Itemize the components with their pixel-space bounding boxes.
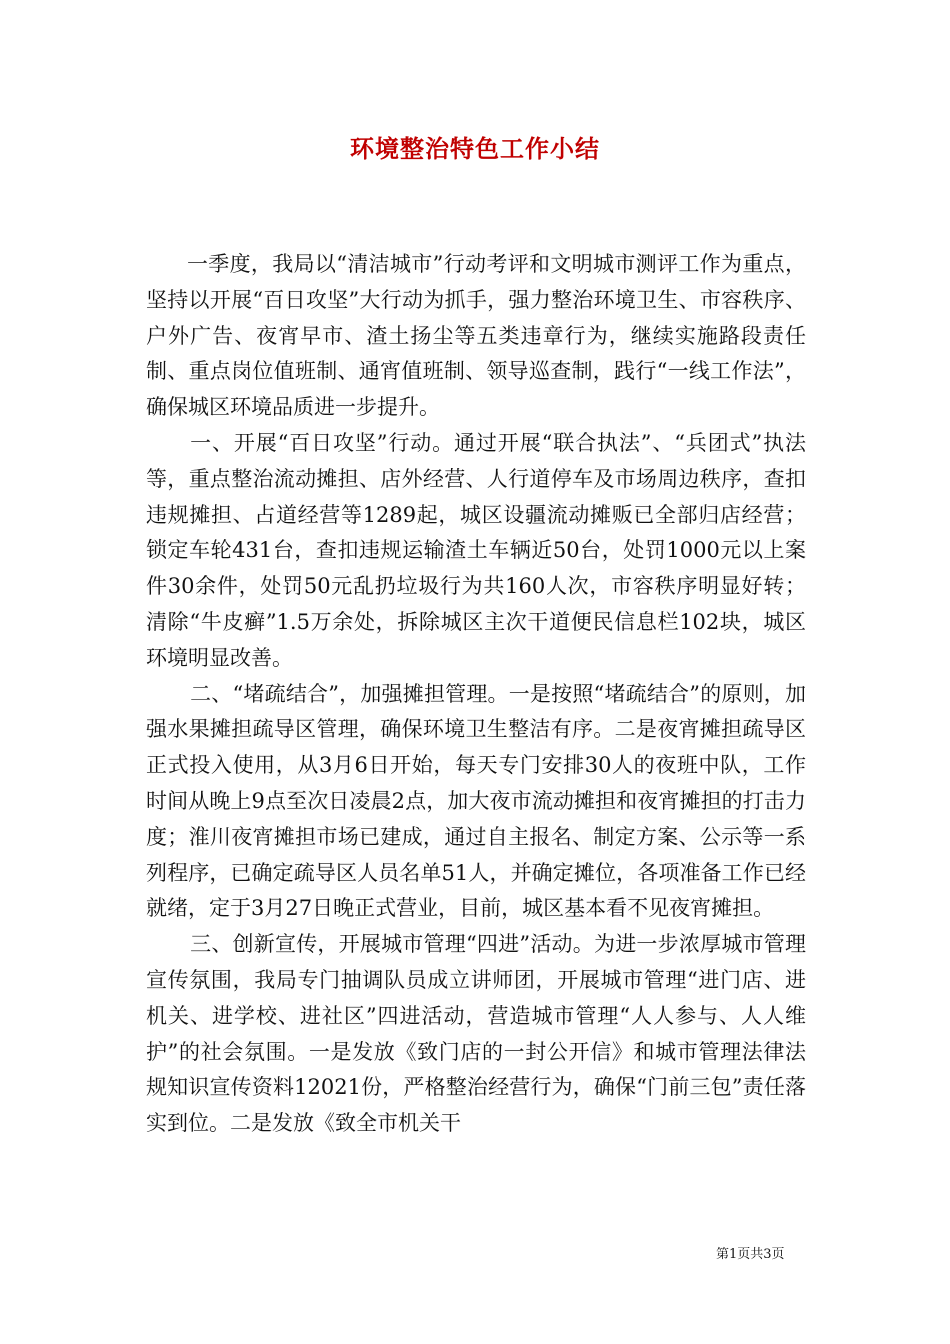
- page-number-footer: 第1页共3页: [716, 1247, 785, 1262]
- paragraph-section-3: 三、创新宣传，开展城市管理“四进”活动。为进一步浓厚城市管理宣传氛围，我局专门抽调队员成立讲师团，开展城市管理“进门店、进机关、进学校、进社区”四进活动，营造城市管理“人人参与、人人维护”的社会氛围。一是发放《致门店的一封公开信》和城市管理法律法规知识宣传资料12021份，严格整治经营行为，确保“门前三包”责任落实到位。二是发放《致全市机关干: [146, 932, 806, 1136]
- paragraph-section-1: 一、开展“百日攻坚”行动。通过开展“联合执法”、“兵团式”执法等，重点整治流动摊担、店外经营、人行道停车及市场周边秩序，查扣违规摊担、占道经营等1289起，城区设疆流动摊贩已全部归店经营；锁定车轮431台，查扣违规运输渣土车辆近50台，处罚1000元以上案件30余件，处罚50元乱扔垃圾行为共160人次，市容秩序明显好转；清除“牛皮癣”1.5万余处，拆除城区主次干道便民信息栏102块，城区环境明显改善。: [146, 430, 806, 670]
- paragraph-section-2: 二、“堵疏结合”，加强摊担管理。一是按照“堵疏结合”的原则，加强水果摊担疏导区管理，确保环境卫生整洁有序。二是夜宵摊担疏导区正式投入使用，从3月6日开始，每天专门安排30人的夜班中队，工作时间从晚上9点至次日凌晨2点，加大夜市流动摊担和夜宵摊担的打击力度；淮川夜宵摊担市场已建成，通过自主报名、制定方案、公示等一系列程序，已确定疏导区人员名单51人，并确定摊位，各项准备工作已经就绪，定于3月27日晚正式营业，目前，城区基本看不见夜宵摊担。: [146, 681, 806, 921]
- document-body: [146, 247, 806, 1142]
- document-title: 环境整治特色工作小结: [350, 134, 600, 163]
- paragraph-intro: 一季度，我局以“清洁城市”行动考评和文明城市测评工作为重点，坚持以开展“百日攻坚”大行动为抓手，强力整治环境卫生、市容秩序、户外广告、夜宵早市、渣土扬尘等五类违章行为，继续实施路段责任制、重点岗位值班制、通宵值班制、领导巡查制，践行“一线工作法”，确保城区环境品质进一步提升。: [146, 252, 806, 420]
